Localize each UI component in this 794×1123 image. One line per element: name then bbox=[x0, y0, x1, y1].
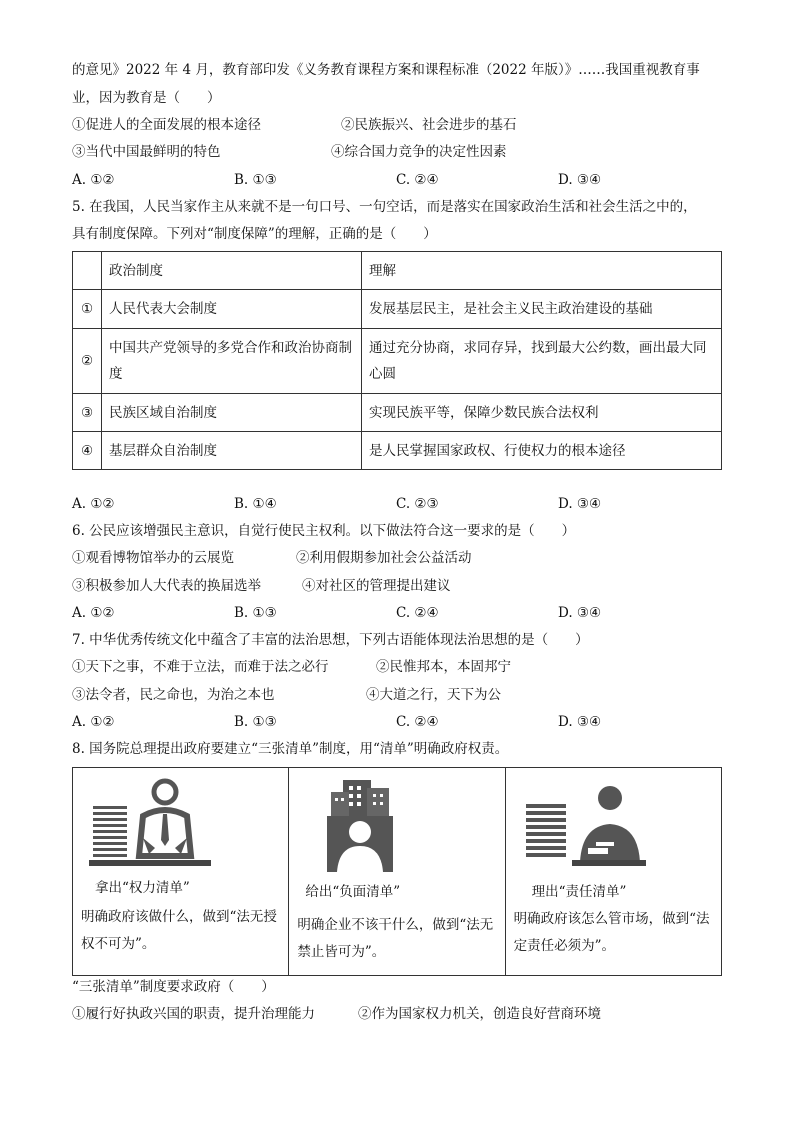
table-row bbox=[73, 329, 722, 394]
q4-option-c: C. ②④ bbox=[396, 172, 439, 188]
q5-option-d: D. ③④ bbox=[558, 496, 602, 512]
table-cell-system: 中国共产党领导的多党合作和政治协商制度 bbox=[102, 329, 362, 394]
q7-option-a: A. ①② bbox=[72, 714, 115, 730]
q8-panel-2-desc: 明确企业不该干什么，做到“法无禁止皆可为”。 bbox=[297, 917, 494, 960]
q8-panel-1-desc: 明确政府该做什么，做到“法无授权不可为”。 bbox=[81, 909, 277, 952]
q5-table bbox=[72, 251, 722, 470]
q8-panel-responsibility-list bbox=[506, 768, 721, 975]
q4-statement-2: ②民族振兴、社会进步的基石 bbox=[341, 117, 517, 133]
table-cell bbox=[73, 252, 102, 290]
official-at-desk-icon bbox=[89, 776, 219, 876]
q6-statement-2: ②利用假期参加社会公益活动 bbox=[296, 550, 472, 566]
q8-after-line: “三张清单”制度要求政府（ ） bbox=[72, 979, 275, 995]
table-cell-system: 基层群众自治制度 bbox=[102, 432, 362, 470]
q4-line2: 业，因为教育是（ ） bbox=[72, 90, 221, 106]
q6-statement-4: ④对社区的管理提出建议 bbox=[302, 578, 451, 594]
q8-panel-power-list bbox=[73, 768, 289, 975]
q5-option-a: A. ①② bbox=[72, 496, 115, 512]
q4-line1: 的意见》2022 年 4 月，教育部印发《义务教育课程方案和课程标准（2022 年版）》……我国重视教育事 bbox=[72, 62, 700, 78]
table-cell-num: ② bbox=[73, 329, 102, 394]
table-cell-understanding: 是人民掌握国家政权、行使权力的根本途径 bbox=[362, 432, 722, 470]
table-cell-understanding: 实现民族平等，保障少数民族合法权利 bbox=[362, 394, 722, 432]
q6-line1: 6. 公民应该增强民主意识，自觉行使民主权利。以下做法符合这一要求的是（ ） bbox=[72, 523, 576, 539]
table-header-row bbox=[73, 252, 722, 290]
q8-panel-2-caption: 给出“负面清单” bbox=[305, 884, 401, 900]
q4-option-d: D. ③④ bbox=[558, 172, 602, 188]
q6-option-a: A. ①② bbox=[72, 605, 115, 621]
q4-statement-4: ④综合国力竞争的决定性因素 bbox=[331, 144, 507, 160]
person-with-buildings-icon bbox=[325, 776, 405, 874]
table-cell-num: ③ bbox=[73, 394, 102, 432]
table-cell-num: ① bbox=[73, 290, 102, 329]
q4-statement-1: ①促进人的全面发展的根本途径 bbox=[72, 117, 261, 133]
q5-line2: 具有制度保障。下列对“制度保障”的理解，正确的是（ ） bbox=[72, 226, 437, 242]
q6-statement-3: ③积极参加人大代表的换届选举 bbox=[72, 578, 261, 594]
q7-line1: 7. 中华优秀传统文化中蕴含了丰富的法治思想，下列古语能体现法治思想的是（ ） bbox=[72, 632, 589, 648]
table-row bbox=[73, 394, 722, 432]
q8-statement-2: ②作为国家权力机关，创造良好营商环境 bbox=[358, 1006, 601, 1022]
q8-panel-3-caption: 理出“责任清单” bbox=[531, 884, 627, 900]
q4-option-b: B. ①③ bbox=[234, 172, 277, 188]
table-row bbox=[73, 432, 722, 470]
q4-statement-3: ③当代中国最鲜明的特色 bbox=[72, 144, 221, 160]
table-cell-understanding: 发展基层民主，是社会主义民主政治建设的基础 bbox=[362, 290, 722, 329]
q8-panel-3-desc: 明确政府该怎么管市场，做到“法定责任必须为”。 bbox=[513, 911, 710, 954]
q4-option-a: A. ①② bbox=[72, 172, 115, 188]
table-header-system: 政治制度 bbox=[102, 252, 362, 290]
person-at-desk-with-papers-icon bbox=[524, 782, 649, 872]
q8-panel-1-caption: 拿出“权力清单” bbox=[95, 880, 190, 896]
table-header-understanding: 理解 bbox=[362, 252, 722, 290]
q5-option-c: C. ②③ bbox=[396, 496, 439, 512]
q6-option-d: D. ③④ bbox=[558, 605, 602, 621]
q7-option-b: B. ①③ bbox=[234, 714, 277, 730]
table-cell-num: ④ bbox=[73, 432, 102, 470]
q8-picture-table bbox=[72, 767, 722, 976]
q6-option-c: C. ②④ bbox=[396, 605, 439, 621]
table-row bbox=[73, 290, 722, 329]
table-cell-system: 人民代表大会制度 bbox=[102, 290, 362, 329]
q6-option-b: B. ①③ bbox=[234, 605, 277, 621]
q6-statement-1: ①观看博物馆举办的云展览 bbox=[72, 550, 234, 566]
q5-line1: 5. 在我国，人民当家作主从来就不是一句口号、一句空话，而是落实在国家政治生活和社会生活之中的， bbox=[72, 199, 697, 215]
q7-statement-2: ②民惟邦本，本固邦宁 bbox=[376, 659, 511, 675]
q7-statement-4: ④大道之行，天下为公 bbox=[366, 687, 501, 703]
q7-option-d: D. ③④ bbox=[558, 714, 602, 730]
q7-option-c: C. ②④ bbox=[396, 714, 439, 730]
table-cell-understanding: 通过充分协商，求同存异，找到最大公约数，画出最大同心圆 bbox=[362, 329, 722, 394]
q8-line1: 8. 国务院总理提出政府要建立“三张清单”制度，用“清单”明确政府权责。 bbox=[72, 741, 509, 757]
q7-statement-1: ①天下之事，不难于立法，而难于法之必行 bbox=[72, 659, 329, 675]
q8-statement-1: ①履行好执政兴国的职责，提升治理能力 bbox=[72, 1006, 315, 1022]
q8-panel-negative-list bbox=[289, 768, 505, 975]
q7-statement-3: ③法令者，民之命也，为治之本也 bbox=[72, 687, 275, 703]
table-cell-system: 民族区域自治制度 bbox=[102, 394, 362, 432]
q5-option-b: B. ①④ bbox=[234, 496, 277, 512]
